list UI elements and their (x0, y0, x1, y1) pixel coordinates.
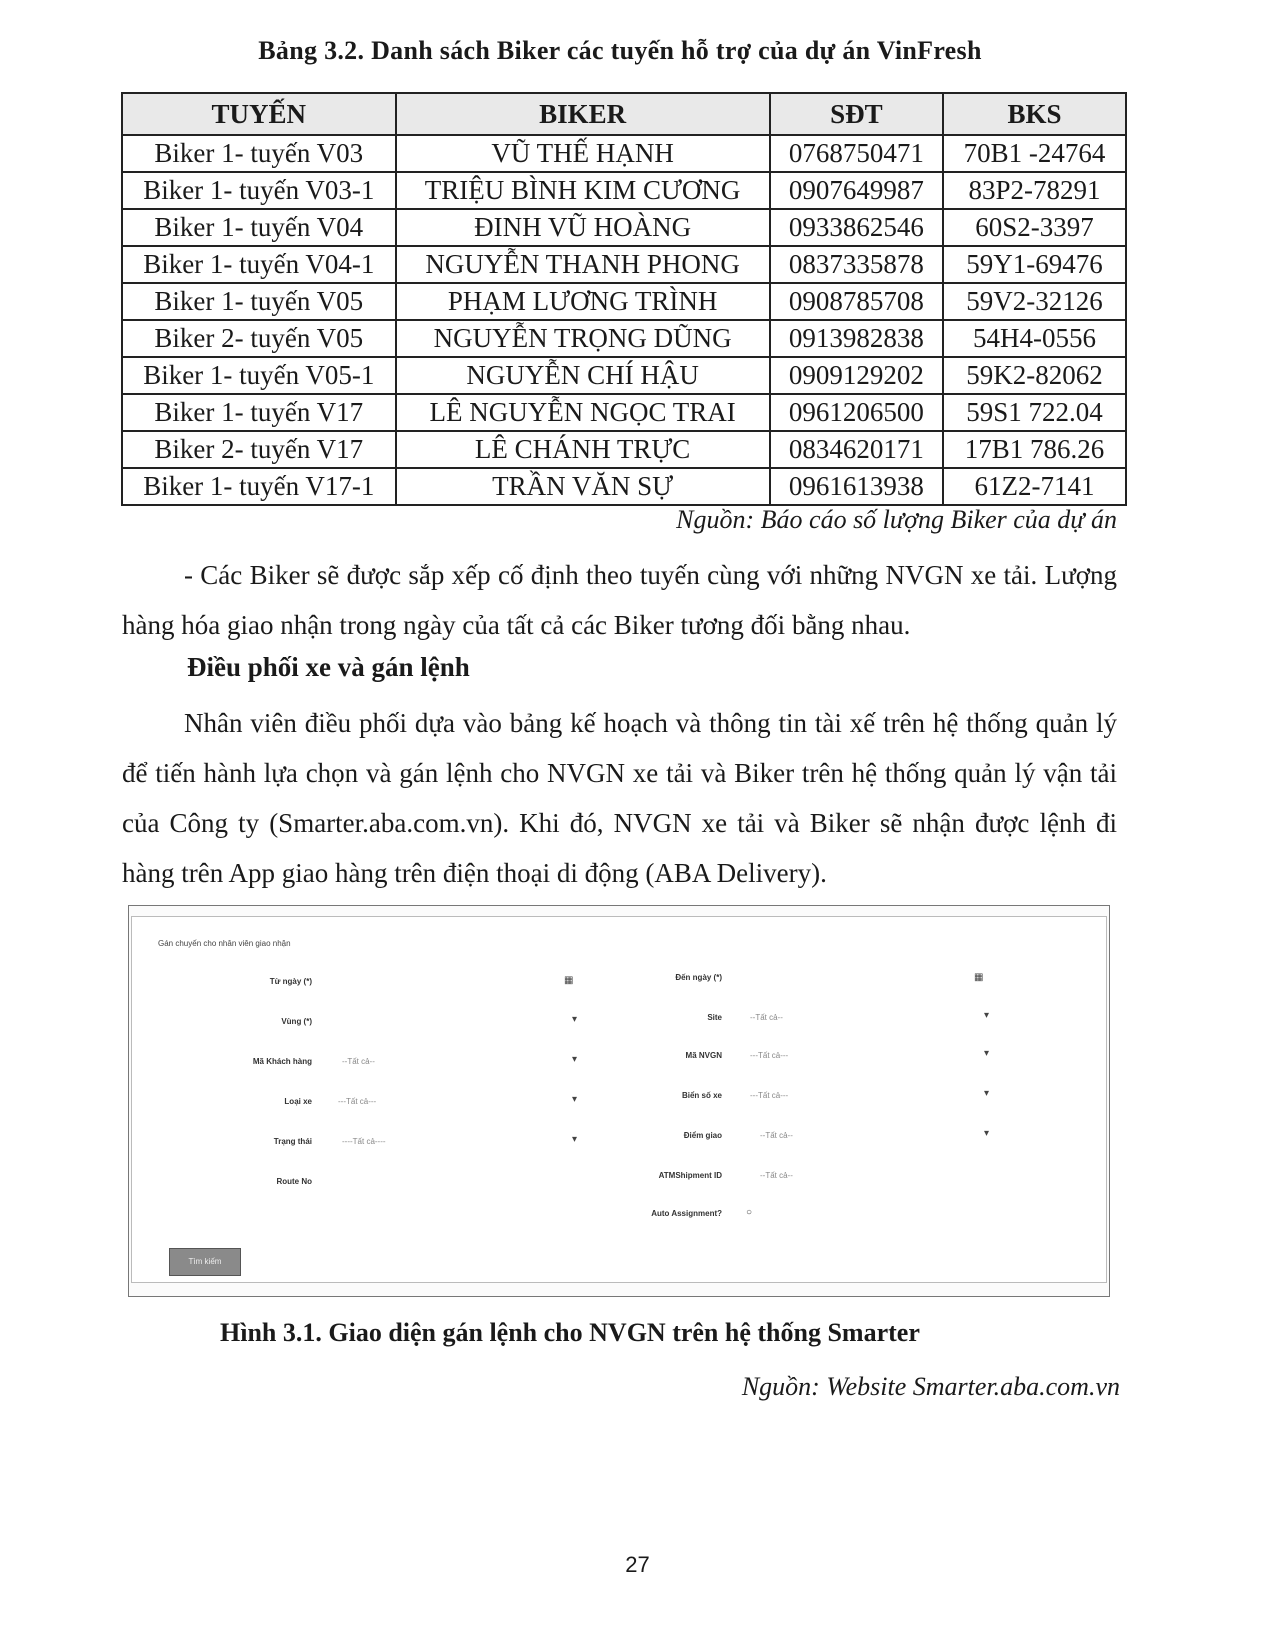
table-row (122, 468, 1126, 505)
cell-phone: 0961206500 (770, 394, 943, 431)
nvgn-code-label: Mã NVGN (685, 1051, 722, 1060)
cell-phone: 0837335878 (770, 246, 943, 283)
cell-plate: 54H4-0556 (943, 320, 1126, 357)
cell-plate: 60S2-3397 (943, 209, 1126, 246)
region-label: Vùng (*) (281, 1017, 312, 1026)
atm-shipment-id-label: ATMShipment ID (658, 1171, 722, 1180)
cell-biker: NGUYỄN TRỌNG DŨNG (396, 320, 770, 357)
cell-plate: 59V2-32126 (943, 283, 1126, 320)
paragraph-biker-arrangement (122, 550, 1117, 650)
cell-route: Biker 2- tuyến V17 (122, 431, 396, 468)
vehicle-type-select[interactable]: ---Tất cả--- (338, 1097, 377, 1106)
cell-plate: 59Y1-69476 (943, 246, 1126, 283)
chevron-down-icon[interactable]: ▾ (984, 1010, 990, 1021)
cell-biker: VŨ THẾ HẠNH (396, 135, 770, 172)
license-plate-label: Biển số xe (681, 1091, 722, 1100)
chevron-down-icon[interactable]: ▾ (572, 1054, 578, 1065)
column-header-phone: SĐT (770, 93, 943, 135)
table-row (122, 135, 1126, 172)
column-header-plate: BKS (943, 93, 1126, 135)
table-row (122, 394, 1126, 431)
cell-phone: 0908785708 (770, 283, 943, 320)
table-row (122, 209, 1126, 246)
cell-route: Biker 1- tuyến V04 (122, 209, 396, 246)
customer-code-label: Mã Khách hàng (252, 1057, 312, 1066)
auto-assignment-checkbox[interactable]: ○ (746, 1207, 753, 1218)
chevron-down-icon[interactable]: ▾ (572, 1134, 578, 1145)
cell-phone: 0768750471 (770, 135, 943, 172)
cell-route: Biker 1- tuyến V17-1 (122, 468, 396, 505)
cell-phone: 0909129202 (770, 357, 943, 394)
chevron-down-icon[interactable]: ▾ (984, 1088, 990, 1099)
table-source-note: Nguồn: Báo cáo số lượng Biker của dự án (676, 505, 1117, 534)
calendar-icon[interactable]: ▦ (564, 975, 574, 986)
cell-phone: 0834620171 (770, 431, 943, 468)
table-row (122, 431, 1126, 468)
nvgn-code-select[interactable]: ---Tất cả--- (750, 1051, 789, 1060)
paragraph-dispatch (122, 698, 1117, 898)
figure-caption: Hình 3.1. Giao diện gán lệnh cho NVGN trên hệ thống Smarter (220, 1318, 920, 1347)
chevron-down-icon[interactable]: ▾ (572, 1094, 578, 1105)
cell-biker: ĐINH VŨ HOÀNG (396, 209, 770, 246)
status-label: Trạng thái (273, 1137, 312, 1146)
section-heading: Điều phối xe và gán lệnh (187, 652, 470, 682)
cell-plate: 59S1 722.04 (943, 394, 1126, 431)
table-row (122, 283, 1126, 320)
table-row (122, 172, 1126, 209)
cell-biker: NGUYỄN CHÍ HẬU (396, 357, 770, 394)
cell-route: Biker 2- tuyến V05 (122, 320, 396, 357)
table-caption: Bảng 3.2. Danh sách Biker các tuyến hỗ trợ của dự án VinFresh (258, 36, 982, 65)
chevron-down-icon[interactable]: ▾ (984, 1048, 990, 1059)
cell-plate: 59K2-82062 (943, 357, 1126, 394)
from-date-label: Từ ngày (*) (269, 977, 312, 986)
cell-plate: 17B1 786.26 (943, 431, 1126, 468)
cell-phone: 0913982838 (770, 320, 943, 357)
calendar-icon[interactable]: ▦ (974, 972, 984, 983)
license-plate-select[interactable]: ---Tất cả--- (750, 1091, 789, 1100)
to-date-label: Đến ngày (*) (675, 973, 722, 982)
cell-route: Biker 1- tuyến V17 (122, 394, 396, 431)
cell-biker: PHẠM LƯƠNG TRÌNH (396, 283, 770, 320)
cell-route: Biker 1- tuyến V05-1 (122, 357, 396, 394)
column-header-route: TUYẾN (122, 93, 396, 135)
biker-table (121, 92, 1127, 506)
delivery-point-select[interactable]: --Tất cả-- (760, 1131, 793, 1140)
cell-biker: NGUYỄN THANH PHONG (396, 246, 770, 283)
figure-source-note: Nguồn: Website Smarter.aba.com.vn (741, 1372, 1120, 1401)
cell-plate: 70B1 -24764 (943, 135, 1126, 172)
table-row (122, 246, 1126, 283)
chevron-down-icon[interactable]: ▾ (984, 1128, 990, 1139)
paragraph-text: Nhân viên điều phối dựa vào bảng kế hoạch và thông tin tài xế trên hệ thống quản lý để tiến hành lựa chọn và gán lệnh cho NVGN xe tải và Biker trên hệ thống quản lý vận tải của Công ty (Smarter.aba.com.vn). Khi đó, NVGN xe tải và Biker sẽ nhận được lệnh đi hàng trên App giao hàng trên điện thoại di động (ABA Delivery). (122, 708, 1117, 888)
customer-code-select[interactable]: --Tất cả-- (342, 1057, 375, 1066)
table-row (122, 357, 1126, 394)
atm-shipment-id-input[interactable]: --Tất cả-- (760, 1171, 793, 1180)
cell-phone: 0933862546 (770, 209, 943, 246)
vehicle-type-label: Loại xe (284, 1097, 312, 1106)
search-button[interactable]: Tìm kiếm (169, 1248, 241, 1276)
cell-plate: 83P2-78291 (943, 172, 1126, 209)
route-no-label: Route No (276, 1177, 312, 1186)
delivery-point-label: Điểm giao (683, 1131, 722, 1140)
table-row (122, 320, 1126, 357)
auto-assignment-label: Auto Assignment? (651, 1209, 722, 1218)
assignment-form (131, 916, 1107, 1283)
cell-phone: 0961613938 (770, 468, 943, 505)
site-label: Site (707, 1013, 722, 1022)
cell-biker: LÊ NGUYỄN NGỌC TRAI (396, 394, 770, 431)
cell-route: Biker 1- tuyến V04-1 (122, 246, 396, 283)
cell-route: Biker 1- tuyến V05 (122, 283, 396, 320)
page-number: 27 (625, 1552, 650, 1577)
cell-route: Biker 1- tuyến V03 (122, 135, 396, 172)
cell-phone: 0907649987 (770, 172, 943, 209)
cell-biker: TRẦN VĂN SỰ (396, 468, 770, 505)
form-title: Gán chuyến cho nhân viên giao nhận (158, 939, 291, 948)
cell-route: Biker 1- tuyến V03-1 (122, 172, 396, 209)
smarter-screenshot (128, 905, 1110, 1297)
chevron-down-icon[interactable]: ▾ (572, 1014, 578, 1025)
column-header-biker: BIKER (396, 93, 770, 135)
site-select[interactable]: --Tất cả-- (750, 1013, 783, 1022)
status-select[interactable]: ----Tất cả---- (342, 1137, 386, 1146)
cell-biker: LÊ CHÁNH TRỰC (396, 431, 770, 468)
paragraph-text: - Các Biker sẽ được sắp xếp cố định theo tuyến cùng với những NVGN xe tải. Lượng hàng hóa giao nhận trong ngày của tất cả các Biker tương đối bằng nhau. (122, 560, 1117, 640)
cell-biker: TRIỆU BÌNH KIM CƯƠNG (396, 172, 770, 209)
table-header-row (122, 93, 1126, 135)
cell-plate: 61Z2-7141 (943, 468, 1126, 505)
